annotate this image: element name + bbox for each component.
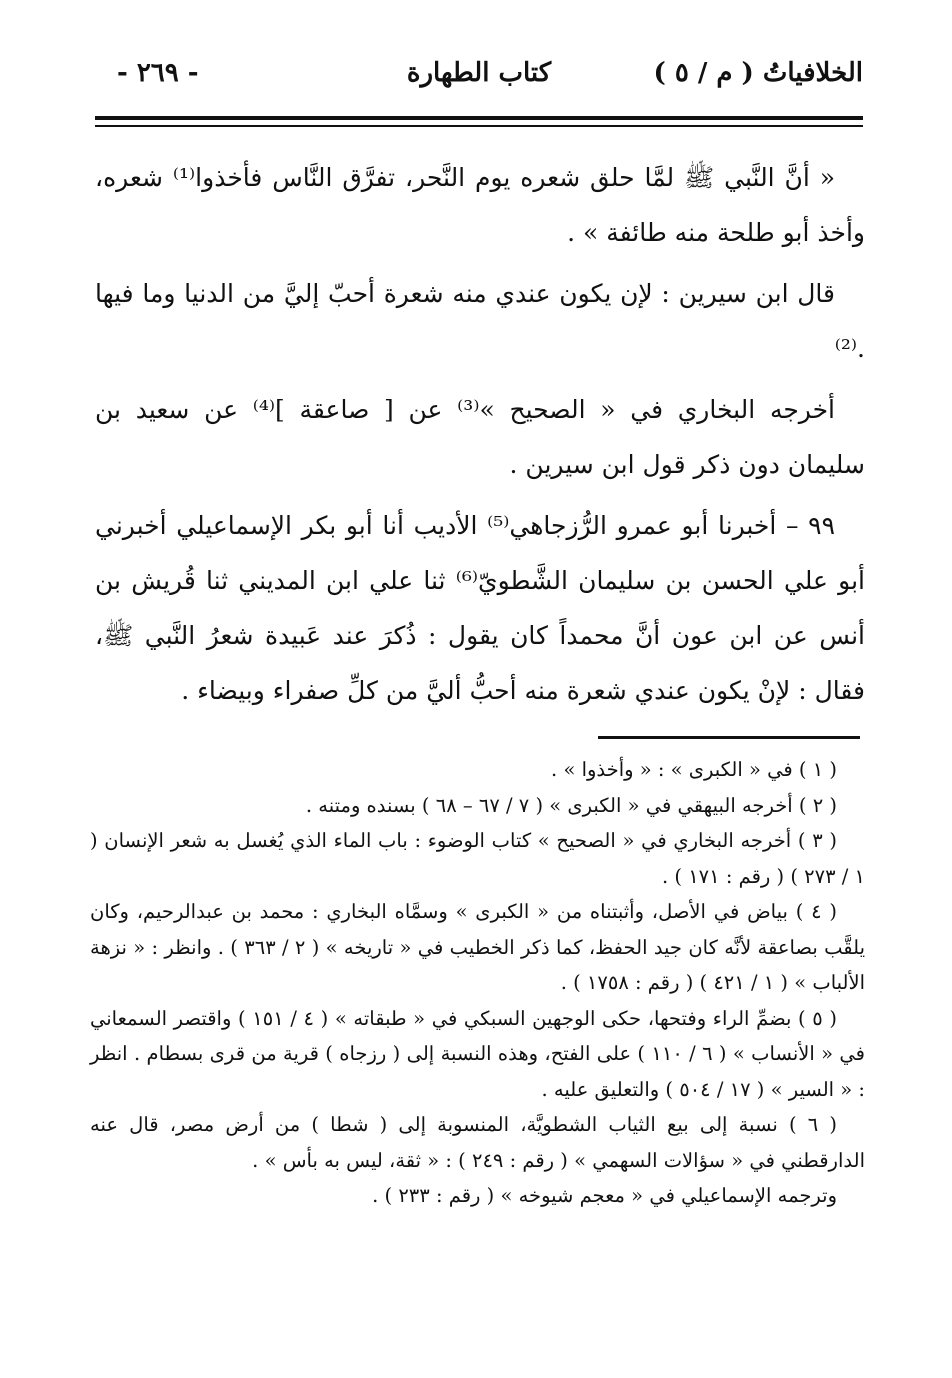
- footnote-1: ( ١ ) في « الكبرى » : « وأخذوا » .: [551, 758, 837, 781]
- footnote-6: ( ٦ ) نسبة إلى بيع الثياب الشطويَّة، المنسوبة إلى ( شطا ) من أرض مصر، قال عنه الدارقطني في « سؤالات السهمي » ( رقم : ٢٤٩ ) : « ثقة، ليس به بأس » .: [90, 1113, 865, 1172]
- book-title-header: الخلافياتُ ( م / ٥ ): [653, 58, 863, 88]
- footnote-5: ( ٥ ) بضمِّ الراء وفتحها، حكى الوجهين السبكي في « طبقاته » ( ٤ / ١٥١ ) واقتصر السمعاني في « الأنساب » ( ٦ / ١١٠ ) على الفتح، وهذه النسبة إلى ( رزجاه ) قرية من قرى بسطام . انظر : « السير » ( ١٧ / ٥٠٤ ) والتعليق عليه .: [90, 1006, 866, 1101]
- footnote-3: ( ٣ ) أخرجه البخاري في « الصحيح » كتاب الوضوء : باب الماء الذي يُغسل به شعر الإنسان ( ١ / ٢٧٣ ) ( رقم : ١٧١ ) .: [90, 829, 865, 888]
- main-text: [95, 150, 865, 724]
- header-rule-thick: [95, 116, 863, 120]
- footnotes: [90, 752, 865, 1214]
- paragraph-3: أخرجه البخاري في « الصحيح »⁽³⁾ عن [ صاعقة ]⁽⁴⁾ عن سعيد بن سليمان دون ذكر قول ابن سيرين .: [95, 395, 865, 479]
- header-rule-thin: [95, 125, 863, 127]
- footnote-separator: [598, 736, 860, 739]
- page-number: - ٢٦٩ -: [117, 58, 199, 88]
- running-header: [95, 52, 863, 102]
- paragraph-1: « أنَّ النَّبي ﷺ لمَّا حلق شعره يوم النَّحر، تفرَّق النَّاس فأخذوا⁽¹⁾ شعره، وأخذ أبو طلحة منه طائفة » .: [95, 163, 865, 247]
- footnote-4: ( ٤ ) بياض في الأصل، وأثبتناه من « الكبرى » وسمَّاه البخاري : محمد بن عبدالرحيم، وكان يلقَّب بصاعقة لأنَّه كان جيد الحفظ، كما ذكر الخطيب في « تاريخه » ( ٢ / ٣٦٣ ) . وانظر : « نزهة الألباب » ( ١ / ٤٢١ ) ( رقم : ١٧٥٨ ) .: [90, 900, 865, 994]
- chapter-title-header: كتاب الطهارة: [406, 58, 552, 88]
- footnote-2: ( ٢ ) أخرجه البيهقي في « الكبرى » ( ٧ / ٦٧ – ٦٨ ) بسنده ومتنه .: [305, 793, 837, 817]
- footnote-6-continued: وترجمه الإسماعيلي في « معجم شيوخه » ( رقم : ٢٣٣ ) .: [372, 1184, 837, 1207]
- paragraph-2: قال ابن سيرين : لإن يكون عندي منه شعرة أحبّ إليَّ من الدنيا وما فيها .⁽²⁾: [95, 279, 865, 363]
- paragraph-4: ٩٩ – أخبرنا أبو عمرو الرُّزجاهي⁽⁵⁾ الأديب أنا أبو بكر الإسماعيلي أخبرني أبو علي الحسن بن سليمان الشَّطويّ⁽⁶⁾ ثنا علي ابن المديني ثنا قُريش بن أنس عن ابن عون أنَّ محمداً كان يقول : ذُكرَ عند عَبيدة شعرُ النَّبي ﷺ، فقال : لإنْ يكون عندي شعرة منه أحبُّ أليَّ من كلِّ صفراء وبيضاء .: [95, 511, 865, 705]
